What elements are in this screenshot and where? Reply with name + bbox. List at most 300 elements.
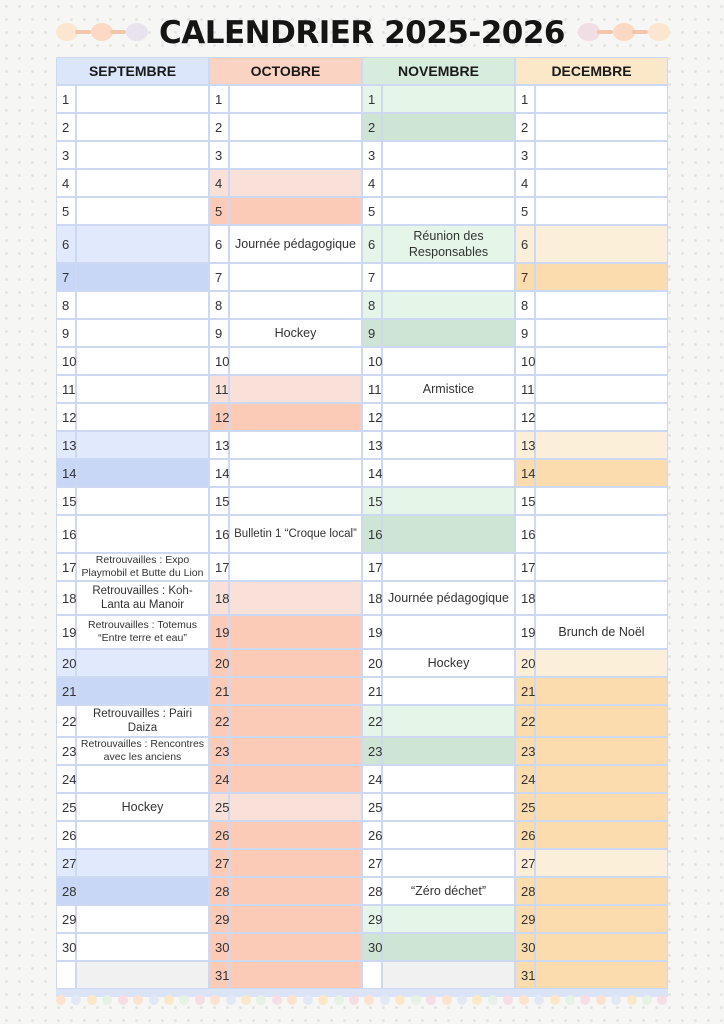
day-event [77,821,209,849]
day-row[interactable] [362,553,515,581]
day-number: 10 [209,347,230,375]
day-row[interactable] [515,961,668,989]
day-row[interactable] [515,877,668,905]
day-row[interactable] [56,877,209,905]
day-row[interactable] [209,141,362,169]
day-row[interactable] [362,403,515,431]
day-number: 15 [515,487,536,515]
day-event [383,737,515,765]
day-row[interactable] [209,113,362,141]
day-number: 10 [515,347,536,375]
day-event [536,553,668,581]
day-number: 3 [362,141,383,169]
day-row[interactable] [56,961,209,989]
day-row[interactable] [515,431,668,459]
day-row[interactable] [56,85,209,113]
day-row[interactable] [209,933,362,961]
day-event [536,765,668,793]
day-number: 10 [362,347,383,375]
day-number: 15 [362,487,383,515]
day-row[interactable] [515,849,668,877]
day-number: 15 [56,487,77,515]
day-row[interactable] [515,197,668,225]
day-event [77,649,209,677]
day-row[interactable] [362,615,515,649]
day-event [230,649,362,677]
day-event [383,459,515,487]
day-event [536,737,668,765]
day-number: 6 [56,225,77,263]
day-row[interactable] [362,821,515,849]
decoration-dot [210,995,220,1005]
day-row[interactable] [515,553,668,581]
decoration-dot [195,995,205,1005]
day-event [383,849,515,877]
day-row[interactable] [515,319,668,347]
month-header: SEPTEMBRE [56,57,209,85]
day-row[interactable] [209,553,362,581]
day-event [536,821,668,849]
day-number: 22 [56,705,77,737]
day-row[interactable] [56,113,209,141]
day-event [383,821,515,849]
day-number: 5 [515,197,536,225]
day-event: Hockey [77,793,209,821]
day-event [536,877,668,905]
day-event: Retrouvailles : Pairi Daiza [77,705,209,737]
day-row[interactable] [515,677,668,705]
day-row[interactable] [515,765,668,793]
day-number: 4 [515,169,536,197]
day-event [383,403,515,431]
day-row[interactable] [209,615,362,649]
day-row[interactable] [362,169,515,197]
day-number: 22 [209,705,230,737]
day-number: 28 [515,877,536,905]
day-row[interactable] [209,347,362,375]
day-event [230,85,362,113]
day-number: 17 [209,553,230,581]
day-event [230,961,362,989]
day-row[interactable] [56,431,209,459]
decoration-dot [534,995,544,1005]
day-number: 3 [209,141,230,169]
day-number: 18 [362,581,383,615]
day-row[interactable] [56,905,209,933]
day-row[interactable] [56,677,209,705]
day-row[interactable] [362,431,515,459]
day-event [536,581,668,615]
day-row[interactable] [209,459,362,487]
day-event [536,849,668,877]
day-row[interactable] [56,553,209,581]
day-row[interactable] [362,649,515,677]
day-row[interactable] [362,765,515,793]
day-event [230,487,362,515]
day-row[interactable] [515,933,668,961]
day-row[interactable] [515,905,668,933]
day-event [77,113,209,141]
day-event: Retrouvailles : Koh-Lanta au Manoir [77,581,209,615]
day-number: 7 [209,263,230,291]
day-event [230,849,362,877]
day-number: 4 [209,169,230,197]
day-row[interactable] [209,581,362,615]
day-row[interactable] [56,459,209,487]
day-row[interactable] [515,459,668,487]
decoration-dot [349,995,359,1005]
day-number: 25 [515,793,536,821]
day-event [230,375,362,403]
day-event [230,403,362,431]
day-row[interactable] [362,793,515,821]
day-row[interactable] [515,581,668,615]
day-event: Brunch de Noël [536,615,668,649]
day-number: 3 [515,141,536,169]
day-row[interactable] [362,705,515,737]
day-row[interactable] [362,225,515,263]
day-event: Journée pédagogique [230,225,362,263]
day-event [383,319,515,347]
day-row[interactable] [209,263,362,291]
day-number: 20 [515,649,536,677]
day-row[interactable] [56,821,209,849]
decoration-dot [149,995,159,1005]
day-number: 14 [515,459,536,487]
decoration-dot [580,995,590,1005]
day-number: 27 [515,849,536,877]
day-row[interactable] [56,141,209,169]
day-number: 14 [209,459,230,487]
day-row[interactable] [515,615,668,649]
day-event [77,765,209,793]
day-row[interactable] [56,375,209,403]
day-row[interactable] [56,347,209,375]
day-row[interactable] [56,487,209,515]
day-event [536,197,668,225]
day-event [383,615,515,649]
day-row[interactable] [56,291,209,319]
day-row[interactable] [515,649,668,677]
day-event [536,113,668,141]
day-row[interactable] [209,291,362,319]
decoration-dot [442,995,452,1005]
day-row[interactable] [56,737,209,765]
decoration-dot [380,995,390,1005]
day-row[interactable] [209,705,362,737]
day-row[interactable] [515,821,668,849]
decoration-dot [472,995,482,1005]
decoration-dot [657,995,667,1005]
day-number: 21 [362,677,383,705]
day-event [536,431,668,459]
day-row[interactable] [362,197,515,225]
day-number: 22 [515,705,536,737]
day-row[interactable] [515,169,668,197]
day-number: 23 [362,737,383,765]
day-row[interactable] [362,319,515,347]
decoration-dot [457,995,467,1005]
day-row[interactable] [56,933,209,961]
day-row[interactable] [362,141,515,169]
day-row[interactable] [56,649,209,677]
day-row[interactable] [362,291,515,319]
day-event [536,705,668,737]
day-row[interactable] [209,85,362,113]
day-row[interactable] [56,765,209,793]
day-number: 24 [56,765,77,793]
day-number: 24 [209,765,230,793]
day-number: 17 [56,553,77,581]
day-number: 2 [362,113,383,141]
day-event: Journée pédagogique [383,581,515,615]
page-title: CALENDRIER 2025-2026 [158,15,566,51]
decoration-dot [226,995,236,1005]
day-row[interactable] [515,403,668,431]
day-row[interactable] [209,319,362,347]
day-row[interactable] [209,877,362,905]
day-number: 30 [515,933,536,961]
month-header: NOVEMBRE [362,57,515,85]
day-row[interactable] [515,291,668,319]
day-number: 1 [209,85,230,113]
day-number: 21 [515,677,536,705]
day-row[interactable] [362,263,515,291]
day-row[interactable] [209,169,362,197]
day-row[interactable] [362,905,515,933]
day-event [230,291,362,319]
day-row[interactable] [209,677,362,705]
day-number: 22 [362,705,383,737]
day-row[interactable] [515,705,668,737]
day-event [77,169,209,197]
decoration-dot [426,995,436,1005]
day-row[interactable] [515,375,668,403]
day-row[interactable] [56,225,209,263]
day-event [77,263,209,291]
day-number [56,961,77,989]
day-row[interactable] [56,319,209,347]
day-event [383,553,515,581]
decoration-dot [503,995,513,1005]
day-event [230,459,362,487]
day-event [230,905,362,933]
day-event [230,677,362,705]
day-row[interactable] [209,225,362,263]
decoration-dot [611,995,621,1005]
day-row[interactable] [515,113,668,141]
decoration-dot [272,995,282,1005]
day-row[interactable] [515,85,668,113]
day-row[interactable] [209,649,362,677]
day-number: 16 [56,515,77,553]
decoration-dot [102,995,112,1005]
day-number: 10 [56,347,77,375]
day-row[interactable] [209,961,362,989]
day-number: 30 [362,933,383,961]
day-row[interactable] [362,677,515,705]
day-event [536,961,668,989]
day-event [77,459,209,487]
day-event [230,793,362,821]
day-event: Retrouvailles : Expo Playmobil et Butte du Lion [77,553,209,581]
day-event [536,515,668,553]
day-row[interactable] [56,849,209,877]
day-number: 8 [56,291,77,319]
day-event [230,705,362,737]
day-row[interactable] [56,263,209,291]
day-row[interactable] [362,459,515,487]
day-row[interactable] [209,515,362,553]
decoration-dot [411,995,421,1005]
day-row[interactable] [515,347,668,375]
day-number: 2 [515,113,536,141]
day-row[interactable] [209,849,362,877]
day-number: 19 [209,615,230,649]
day-number: 13 [362,431,383,459]
day-row[interactable] [362,849,515,877]
day-number: 28 [209,877,230,905]
day-number: 23 [209,737,230,765]
day-event [383,347,515,375]
day-row[interactable] [362,85,515,113]
day-event [383,141,515,169]
day-row[interactable] [362,487,515,515]
month-header: OCTOBRE [209,57,362,85]
day-event [77,319,209,347]
day-event [536,677,668,705]
bottom-decoration [56,995,668,1007]
day-row[interactable] [362,375,515,403]
day-row[interactable] [515,263,668,291]
decoration-dot [334,995,344,1005]
day-row[interactable] [362,933,515,961]
month-header: DECEMBRE [515,57,668,85]
day-event [77,933,209,961]
day-row[interactable] [209,403,362,431]
day-row[interactable] [209,197,362,225]
decoration-dot [488,995,498,1005]
day-row[interactable] [56,169,209,197]
day-row[interactable] [362,347,515,375]
day-row[interactable] [209,793,362,821]
day-event [383,487,515,515]
day-row[interactable] [209,487,362,515]
day-number: 7 [56,263,77,291]
day-row[interactable] [362,113,515,141]
day-event [536,85,668,113]
day-number: 8 [209,291,230,319]
day-number: 18 [515,581,536,615]
day-number: 1 [515,85,536,113]
day-number: 9 [209,319,230,347]
day-number: 29 [515,905,536,933]
day-number: 5 [209,197,230,225]
day-event [230,347,362,375]
day-event: Retrouvailles : Rencontres avec les anciens [77,737,209,765]
day-number: 7 [362,263,383,291]
day-row[interactable] [515,141,668,169]
day-number: 3 [56,141,77,169]
day-number: 6 [362,225,383,263]
month-column-decembre [515,57,668,997]
day-row[interactable] [56,581,209,615]
day-row[interactable] [362,877,515,905]
day-number: 25 [362,793,383,821]
day-row[interactable] [56,515,209,553]
day-number: 16 [209,515,230,553]
decoration-dot [395,995,405,1005]
decoration-dot [118,995,128,1005]
day-row[interactable] [515,793,668,821]
day-row[interactable] [56,705,209,737]
day-event [77,197,209,225]
day-number: 13 [56,431,77,459]
day-row[interactable] [362,581,515,615]
decoration-dot [642,995,652,1005]
day-event [77,431,209,459]
day-row[interactable] [209,375,362,403]
day-row[interactable] [209,737,362,765]
day-event: Réunion des Responsables [383,225,515,263]
day-event [383,765,515,793]
day-number: 11 [209,375,230,403]
day-row[interactable] [209,431,362,459]
day-event [536,347,668,375]
day-row[interactable] [209,905,362,933]
day-row[interactable] [56,615,209,649]
day-number: 30 [56,933,77,961]
day-number: 28 [362,877,383,905]
day-number: 11 [56,375,77,403]
day-event [77,225,209,263]
day-number: 7 [515,263,536,291]
day-event [77,347,209,375]
day-event [536,141,668,169]
day-row[interactable] [209,765,362,793]
day-event [536,403,668,431]
day-number: 20 [209,649,230,677]
day-row[interactable] [56,403,209,431]
day-row[interactable] [56,793,209,821]
day-number: 28 [56,877,77,905]
day-row[interactable] [362,737,515,765]
day-row[interactable] [56,197,209,225]
day-event [383,291,515,319]
day-row[interactable] [515,225,668,263]
day-row[interactable] [515,515,668,553]
day-event [536,933,668,961]
day-event [230,169,362,197]
day-row[interactable] [515,487,668,515]
day-number: 20 [362,649,383,677]
day-event [536,263,668,291]
day-number: 2 [56,113,77,141]
day-event [77,515,209,553]
day-event [383,263,515,291]
day-number: 31 [515,961,536,989]
day-number: 5 [56,197,77,225]
day-row[interactable] [362,961,515,989]
day-row[interactable] [515,737,668,765]
day-number: 25 [56,793,77,821]
day-event [383,113,515,141]
day-number: 29 [362,905,383,933]
calendar-grid [56,57,668,997]
decoration-dot [256,995,266,1005]
day-row[interactable] [209,821,362,849]
day-row[interactable] [362,515,515,553]
